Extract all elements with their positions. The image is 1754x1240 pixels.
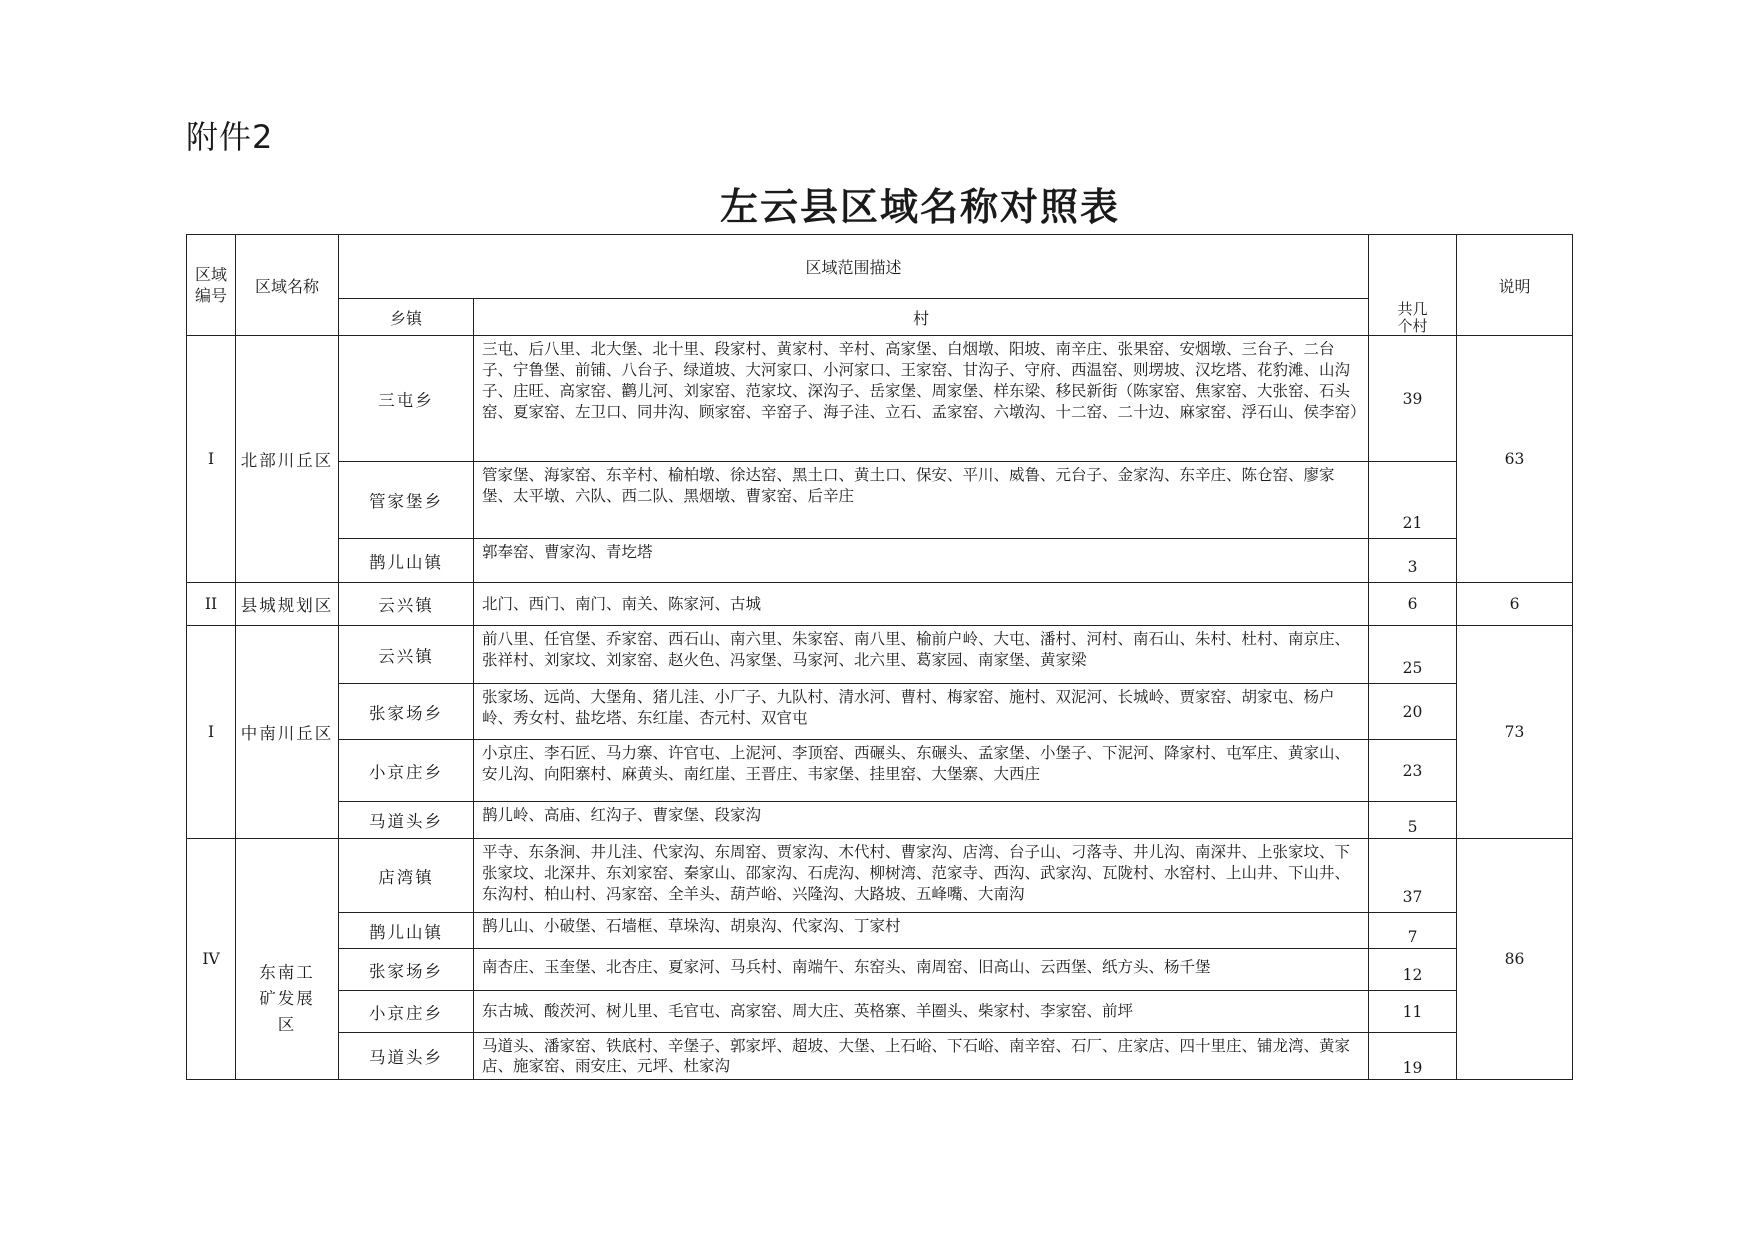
header-note: 说明: [1457, 235, 1573, 336]
town-name: 张家场乡: [339, 949, 474, 991]
region-code: I: [187, 336, 236, 583]
town-name: 店湾镇: [339, 839, 474, 913]
village-count: 7: [1369, 913, 1457, 949]
attachment-label: 附件2: [186, 118, 274, 156]
header-region-code: 区域编号: [187, 235, 236, 336]
header-town: 乡镇: [339, 299, 474, 336]
table-row: [187, 913, 1573, 949]
region-total: 86: [1457, 839, 1573, 1080]
town-name: 马道头乡: [339, 802, 474, 839]
region-name: 北部川丘区: [236, 336, 339, 583]
village-count: 20: [1369, 684, 1457, 740]
village-list: 鹊儿山、小破堡、石墙框、草垛沟、胡泉沟、代家沟、丁家村: [474, 913, 1369, 949]
village-list: 前八里、任官堡、乔家窑、西石山、南六里、朱家窑、南八里、榆前户岭、大屯、潘村、河村、南石山、朱村、杜村、南京庄、张祥村、刘家坟、刘家窑、赵火色、冯家堡、马家河、北六里、葛家园、南家堡、黄家梁: [474, 626, 1369, 684]
town-name: 小京庄乡: [339, 991, 474, 1033]
header-count-top: [1369, 235, 1457, 299]
town-name: 张家场乡: [339, 684, 474, 740]
region-code: I: [187, 626, 236, 839]
region-table: [186, 234, 1573, 1080]
table-row: [187, 991, 1573, 1033]
village-list: 马道头、潘家窑、铁底村、辛堡子、郭家坪、超坡、大堡、上石峪、下石峪、南辛窑、石厂、庄家店、四十里庄、铺龙湾、黄家店、施家窑、雨安庄、元坪、杜家沟: [474, 1033, 1369, 1080]
header-region-scope: 区域范围描述: [339, 235, 1369, 299]
region-total: 73: [1457, 626, 1573, 839]
table-row: [187, 1033, 1573, 1080]
table-row: [187, 462, 1573, 539]
header-count: 共几个村: [1369, 299, 1457, 336]
village-count: 19: [1369, 1033, 1457, 1080]
village-count: 12: [1369, 949, 1457, 991]
village-list: 三屯、后八里、北大堡、北十里、段家村、黄家村、辛村、高家堡、白烟墩、阳坡、南辛庄、张果窑、安烟墩、三台子、二台子、宁鲁堡、前铺、八台子、绿道坡、大河家口、小河家口、王家窑、甘沟子、守府、西温窑、则塄坡、汉圪塔、花豹滩、山沟子、庄旺、高家窑、鹳儿河、刘家窑、范家坟、深沟子、岳家堡、周家堡、样东梁、移民新街（陈家窑、焦家窑、大张窑、石头窑、夏家窑、左卫口、同井沟、顾家窑、辛窑子、海子洼、立石、孟家窑、六墩沟、十二窑、二十边、麻家窑、浮石山、侯李窑）: [474, 336, 1369, 462]
village-count: 39: [1369, 336, 1457, 462]
village-count: 21: [1369, 462, 1457, 539]
town-name: 云兴镇: [339, 626, 474, 684]
village-count: 6: [1369, 583, 1457, 626]
document-title: 左云县区域名称对照表: [719, 185, 1120, 229]
town-name: 马道头乡: [339, 1033, 474, 1080]
table-row: [187, 740, 1573, 802]
town-name: 鹊儿山镇: [339, 913, 474, 949]
header-village: 村: [474, 299, 1369, 336]
region-code: IV: [187, 839, 236, 1080]
region-name: 中南川丘区: [236, 626, 339, 839]
town-name: 小京庄乡: [339, 740, 474, 802]
table-row: [187, 949, 1573, 991]
region-name: 东南工矿发展区: [236, 839, 339, 1080]
region-total: 6: [1457, 583, 1573, 626]
village-list: 鹊儿岭、高庙、红沟子、曹家堡、段家沟: [474, 802, 1369, 839]
village-list: 管家堡、海家窑、东辛村、榆柏墩、徐达窑、黑土口、黄土口、保安、平川、威鲁、元台子、金家沟、东辛庄、陈仓窑、廖家堡、太平墩、六队、西二队、黑烟墩、曹家窑、后辛庄: [474, 462, 1369, 539]
table-row: [187, 802, 1573, 839]
village-list: 北门、西门、南门、南关、陈家河、古城: [474, 583, 1369, 626]
village-count: 5: [1369, 802, 1457, 839]
region-name: 县城规划区: [236, 583, 339, 626]
village-list: 东古城、酸茨河、树儿里、毛官屯、高家窑、周大庄、英格寨、羊圈头、柴家村、李家窑、前坪: [474, 991, 1369, 1033]
table-row: [187, 626, 1573, 684]
village-count: 23: [1369, 740, 1457, 802]
region-code: II: [187, 583, 236, 626]
town-name: 鹊儿山镇: [339, 539, 474, 583]
town-name: 云兴镇: [339, 583, 474, 626]
village-list: 南杏庄、玉奎堡、北杏庄、夏家河、马兵村、南端午、东窑头、南周窑、旧高山、云西堡、纸方头、杨千堡: [474, 949, 1369, 991]
header-region-name: 区域名称: [236, 235, 339, 336]
village-list: 小京庄、李石匠、马力寨、许官屯、上泥河、李顶窑、西碾头、东碾头、孟家堡、小堡子、下泥河、降家村、屯军庄、黄家山、安儿沟、向阳寨村、麻黄头、南红崖、王晋庄、韦家堡、挂里窑、大堡寨、大西庄: [474, 740, 1369, 802]
table-row: [187, 539, 1573, 583]
town-name: 三屯乡: [339, 336, 474, 462]
table-row: [187, 684, 1573, 740]
village-count: 37: [1369, 839, 1457, 913]
table-row: [187, 583, 1573, 626]
village-count: 25: [1369, 626, 1457, 684]
region-total: 63: [1457, 336, 1573, 583]
village-list: 张家场、远尚、大堡角、猪儿洼、小厂子、九队村、清水河、曹村、梅家窑、施村、双泥河、长城岭、贾家窑、胡家屯、杨户岭、秀女村、盐圪塔、东红崖、杏元村、双官屯: [474, 684, 1369, 740]
village-list: 郭奉窑、曹家沟、青圪塔: [474, 539, 1369, 583]
table-row: [187, 839, 1573, 913]
village-count: 11: [1369, 991, 1457, 1033]
village-count: 3: [1369, 539, 1457, 583]
table-row: [187, 336, 1573, 462]
village-list: 平寺、东条涧、井儿洼、代家沟、东周窑、贾家沟、木代村、曹家沟、店湾、台子山、刁落寺、井儿沟、南深井、上张家坟、下张家坟、北深井、东刘家窑、秦家山、邵家沟、石虎沟、柳树湾、范家寺、西沟、武家沟、瓦陇村、水窑村、上山井、下山井、东沟村、柏山村、冯家窑、全羊头、葫芦峪、兴隆沟、大路坡、五峰嘴、大南沟: [474, 839, 1369, 913]
town-name: 管家堡乡: [339, 462, 474, 539]
